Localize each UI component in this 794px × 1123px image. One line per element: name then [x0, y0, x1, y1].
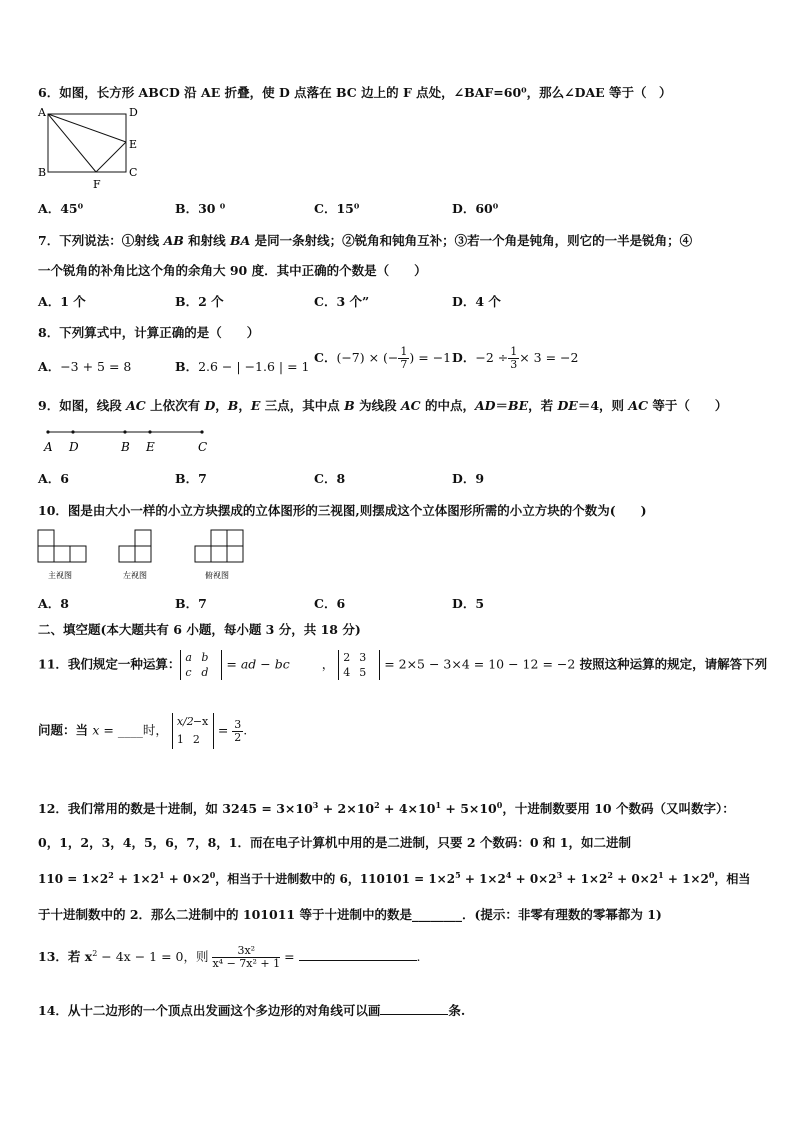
q9-point-A: A: [44, 440, 53, 454]
q9-option-c[interactable]: C．8: [314, 471, 346, 486]
q6-label-A: A: [38, 106, 46, 119]
q13-line: 13．若 $x^2 - 4x - 1 = 0$，则 $\frac{\text{3x²}}{\text{x⁴ − 7x² + 1}}$ = .: [38, 944, 421, 970]
q7-option-c[interactable]: C．3 个”: [314, 294, 370, 309]
q10-option-b[interactable]: B．7: [175, 596, 207, 611]
q11-matrix-abcd: a b c d: [180, 650, 222, 680]
q7-line-2: 一个锐角的补角比这个角的余角大 90 度．其中正确的个数是（ ）: [38, 263, 427, 278]
q11-matrix-x: x/2−x 1 2: [172, 713, 214, 749]
q6-label-E: E: [129, 138, 138, 151]
q9-segment-figure: [40, 424, 220, 456]
q9-point-E: E: [146, 440, 155, 454]
q9-point-B: B: [121, 440, 130, 454]
q6-option-c[interactable]: C．15⁰: [314, 201, 360, 216]
q6-label-C: C: [129, 166, 138, 179]
q12-line-1: 12．我们常用的数是十进制，如 $3245 = 3\times 10^3 + 2\times 10^2 + 4\times 10^1 + 5\times 10^0$，十进制数要用 10 个数码（又叫数字）：: [38, 799, 735, 816]
q8-option-d[interactable]: D．−2 ÷ $\frac{1}{3}$ × 3 = −2: [452, 345, 579, 371]
q6-option-d[interactable]: D．60⁰: [452, 201, 499, 216]
q10-front-view: [36, 528, 96, 584]
q14-line: 14．从十二边形的一个顶点出发画这个多边形的对角线可以画 条.: [38, 1003, 466, 1018]
q10-left-view-label: 左视图: [123, 571, 147, 580]
q9-stem: 9．如图，线段 AC 上依次有 D，B，E 三点，其中点 B 为线段 AC 的中点，AD＝BE，若 DE＝4，则 AC 等于（ ）: [38, 398, 728, 413]
q8-option-b[interactable]: B．2.6 − | −1.6 | = 1: [175, 359, 310, 374]
q10-top-view: [193, 528, 253, 584]
q10-left-view: [117, 528, 167, 584]
q7-option-a[interactable]: A．1 个: [38, 294, 86, 309]
q11-line-1: 11．我们规定一种运算： a b c d = ad − bc ， 2 3 4 5 = 2×5 − 3×4 = 10 − 12 = −2 按照这种运算的规定，请解答下列: [38, 651, 768, 679]
q10-option-c[interactable]: C．6: [314, 596, 346, 611]
q8-option-c[interactable]: C．(−7) × (− $\frac{1}{7}$ ) = −1: [314, 345, 452, 371]
q10-option-d[interactable]: D．5: [452, 596, 485, 611]
q13-answer-blank[interactable]: [299, 948, 417, 961]
q6-label-B: B: [38, 166, 47, 179]
q9-option-d[interactable]: D．9: [452, 471, 485, 486]
q14-answer-blank[interactable]: [380, 1002, 448, 1015]
q10-option-a[interactable]: A．8: [38, 596, 69, 611]
q6-label-F: F: [93, 178, 101, 190]
q7-option-b[interactable]: B．2 个: [175, 294, 224, 309]
q6-option-a[interactable]: A．45⁰: [38, 201, 84, 216]
q7-option-d[interactable]: D．4 个: [452, 294, 501, 309]
q10-top-view-label: 俯视图: [205, 571, 229, 580]
q11-line-2: 问题：当 x = ____时， x/2−x 1 2 = $\frac{3}{2}$ .: [38, 713, 247, 749]
q6-stem: 6．如图，长方形 ABCD 沿 AE 折叠，使 D 点落在 BC 边上的 F 点处，∠BAF=60⁰，那么∠DAE 等于（ ）: [38, 85, 672, 100]
q6-option-b[interactable]: B．30 ⁰: [175, 201, 226, 216]
q10-stem: 10．图是由大小一样的小立方块摆成的立体图形的三视图,则摆成这个立体图形所需的小立方块的个数为( ): [38, 503, 647, 518]
q8-stem: 8．下列算式中，计算正确的是（ ）: [38, 325, 260, 340]
q6-label-D: D: [129, 106, 138, 119]
q9-option-b[interactable]: B．7: [175, 471, 207, 486]
q9-point-C: C: [198, 440, 208, 454]
q7-line-1: 7．下列说法：①射线 AB 和射线 BA 是同一条射线；②锐角和钝角互补；③若一个角是钝角，则它的一半是锐角；④: [38, 233, 693, 248]
q8-option-a[interactable]: A．−3 + 5 = 8: [38, 359, 132, 374]
q10-front-view-label: 主视图: [48, 571, 72, 580]
q12-line-4: 于十进制数中的 2．那么二进制中的 101011 等于十进制中的数是________．(提示：非零有理数的零幂都为 1): [38, 907, 662, 922]
q12-line-3: $110 = 1\times 2^2 + 1\times 2^1 + 0\times 2^0$，相当于十进制数中的 6，$110101 = 1\times 2^5 + 1\times 2^4 + 0\times 2^3 + 1\times 2^2 + 0\times 2^1 + 1\times 2^0$，相当: [38, 870, 751, 886]
q11-matrix-2345: 2 3 4 5: [338, 650, 380, 680]
q6-rectangle-figure: [36, 104, 146, 190]
section-2-heading: 二、填空题(本大题共有 6 小题，每小题 3 分，共 18 分): [38, 622, 361, 637]
q9-option-a[interactable]: A．6: [38, 471, 69, 486]
q9-point-D: D: [69, 440, 79, 454]
q12-line-2: 0，1，2，3，4，5，6，7，8，1．而在电子计算机中用的是二进制，只要 2 个数码：0 和 1，如二进制: [38, 835, 631, 850]
